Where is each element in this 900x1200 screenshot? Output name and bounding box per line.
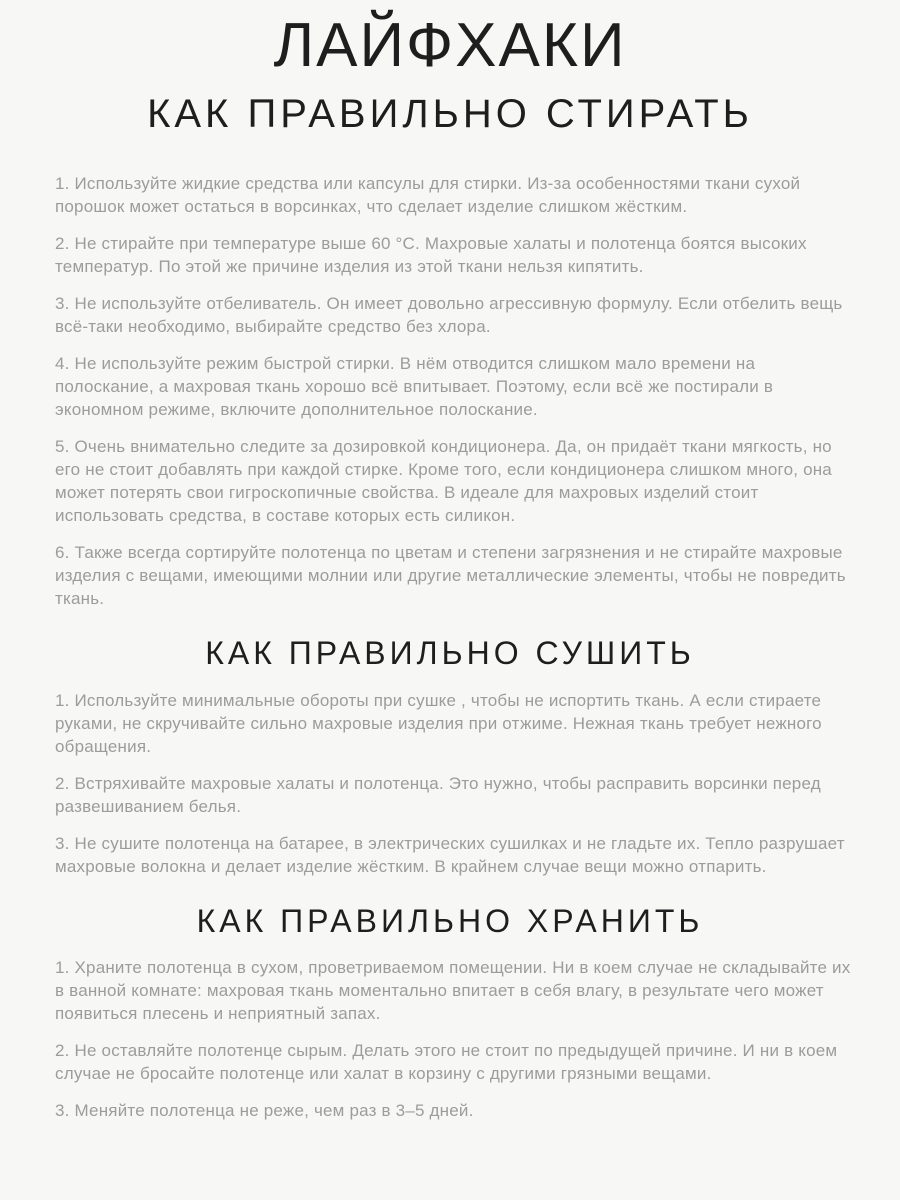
washing-tip-2: 2. Не стирайте при температуре выше 60 °C. Махровые халаты и полотенца боятся высоких температур. По этой же причине изделия из этой ткани нельзя кипятить.	[55, 234, 807, 277]
drying-tip-1: 1. Используйте минимальные обороты при сушке , чтобы не испортить ткань. А если стираете руками, не скручивайте сильно махровые изделия при отжиме. Нежная ткань требует нежного обращения.	[55, 690, 822, 756]
section-heading-drying: КАК ПРАВИЛЬНО СУШИТЬ	[205, 635, 695, 672]
washing-tip-5: 5. Очень внимательно следите за дозировкой кондиционера. Да, он придаёт ткани мягкость, но его не стоит добавлять при каждой стирке. Кроме того, если кондиционера слишком много, она может потерять свои гигроскопичные свойства. В идеале для махровых изделий стоит использовать средства, в составе которых есть силикон.	[55, 437, 832, 526]
section-heading-storing: КАК ПРАВИЛЬНО ХРАНИТЬ	[196, 902, 704, 939]
section-washing	[0, 172, 900, 610]
section-drying	[0, 634, 900, 877]
drying-tip-2: 2. Встряхивайте махровые халаты и полотенца. Это нужно, чтобы расправить ворсинки перед развешиванием белья.	[55, 773, 821, 816]
document-header	[0, 12, 900, 138]
washing-tip-4: 4. Не используйте режим быстрой стирки. В нём отводится слишком мало времени на полоскание, а махровая ткань хорошо всё впитывает. Поэтому, если всё же постирали в экономном режиме, включите дополнительное полоскание.	[55, 354, 774, 420]
storing-tip-1: 1. Храните полотенца в сухом, проветриваемом помещении. Ни в коем случае не складывайте их в ванной комнате: махровая ткань моментально впитает в себя влагу, в результате чего может появиться плесень и неприятный запах.	[55, 957, 851, 1023]
washing-tip-6: 6. Также всегда сортируйте полотенца по цветам и степени загрязнения и не стирайте махровые изделия с вещами, имеющими молнии или другие металлические элементы, чтобы не повредить ткань.	[55, 543, 846, 609]
storing-tip-2: 2. Не оставляйте полотенце сырым. Делать этого не стоит по предыдущей причине. И ни в коем случае не бросайте полотенце или халат в корзину с другими грязными вещами.	[55, 1040, 838, 1083]
drying-tip-3: 3. Не сушите полотенца на батарее, в электрических сушилках и не гладьте их. Тепло разрушает махровые волокна и делает изделие жёстким. В крайнем случае вещи можно отпарить.	[55, 833, 845, 876]
washing-tip-3: 3. Не используйте отбеливатель. Он имеет довольно агрессивную формулу. Если отбелить вещь всё-таки необходимо, выбирайте средство без хлора.	[55, 294, 843, 337]
section-storing	[0, 902, 900, 1122]
storing-tip-3: 3. Меняйте полотенца не реже, чем раз в 3–5 дней.	[55, 1100, 474, 1120]
page-subtitle: КАК ПРАВИЛЬНО СТИРАТЬ	[147, 92, 753, 137]
page-title: ЛАЙФХАКИ	[273, 11, 627, 80]
washing-tip-1: 1. Используйте жидкие средства или капсулы для стирки. Из-за особенностями ткани сухой порошок может остаться в ворсинках, что сделает изделие слишком жёстким.	[55, 174, 801, 217]
